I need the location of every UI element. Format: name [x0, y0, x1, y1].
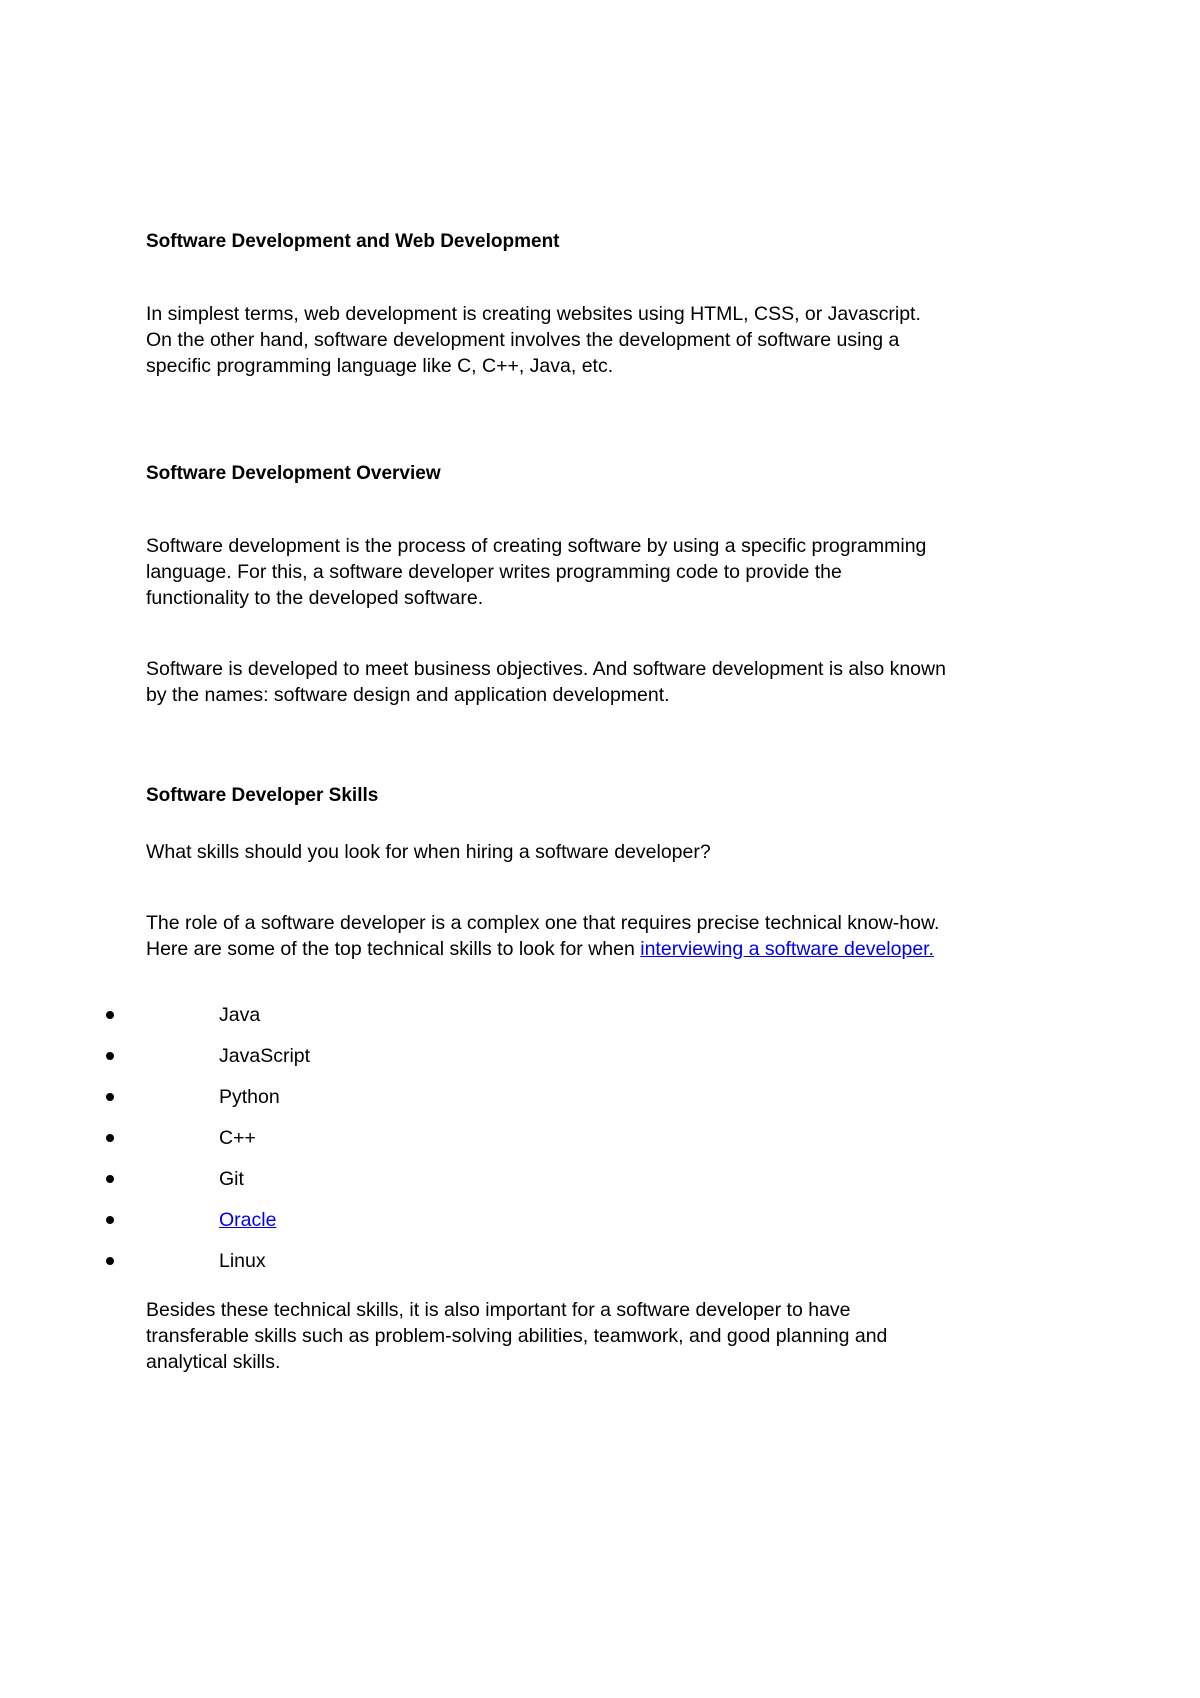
paragraph-line: by the names: software design and application development. [146, 684, 670, 706]
bullet-icon [106, 1216, 114, 1224]
paragraph-overview [146, 533, 1076, 611]
list-item [0, 1166, 1200, 1207]
bullet-icon [106, 1175, 114, 1183]
heading-overview: Software Development Overview [146, 463, 441, 484]
bullet-icon [106, 1093, 114, 1101]
skill-linux: Linux [219, 1250, 266, 1272]
heading-software-vs-web: Software Development and Web Development [146, 231, 560, 252]
skills-list [0, 1002, 1200, 1289]
bullet-icon [106, 1011, 114, 1019]
paragraph-line: analytical skills. [146, 1351, 281, 1373]
paragraph-line [146, 936, 1076, 962]
skill-python: Python [219, 1086, 280, 1108]
skill-cpp: C++ [219, 1127, 256, 1149]
list-item [0, 1043, 1200, 1084]
paragraph-objectives [146, 656, 1076, 708]
paragraph-line: Software is developed to meet business objectives. And software development is also known [146, 658, 946, 680]
oracle-link[interactable]: Oracle [219, 1209, 277, 1231]
paragraph-line: On the other hand, software development involves the development of software using a [146, 329, 900, 351]
skill-git: Git [219, 1168, 244, 1190]
paragraph-line: Besides these technical skills, it is also important for a software developer to have [146, 1299, 851, 1321]
paragraph-line: What skills should you look for when hiring a software developer? [146, 841, 711, 863]
paragraph-line: language. For this, a software developer writes programming code to provide the [146, 561, 842, 583]
list-item [0, 1002, 1200, 1043]
paragraph-line: transferable skills such as problem-solving abilities, teamwork, and good planning and [146, 1325, 888, 1347]
paragraph-line: Software development is the process of creating software by using a specific programming [146, 535, 927, 557]
paragraph-text: Here are some of the top technical skills to look for when [146, 938, 641, 960]
bullet-icon [106, 1052, 114, 1060]
skill-java: Java [219, 1004, 261, 1026]
paragraph-line: specific programming language like C, C++, Java, etc. [146, 355, 614, 377]
heading-skills: Software Developer Skills [146, 785, 379, 806]
list-item [0, 1084, 1200, 1125]
skills-question [146, 839, 1076, 865]
paragraph-line: In simplest terms, web development is creating websites using HTML, CSS, or Javascript. [146, 303, 921, 325]
paragraph-line: The role of a software developer is a complex one that requires precise technical know-how. [146, 912, 940, 934]
paragraph-line: functionality to the developed software. [146, 587, 484, 609]
skill-javascript: JavaScript [219, 1045, 311, 1067]
list-item [0, 1207, 1200, 1248]
paragraph-intro [146, 301, 1076, 379]
list-item [0, 1248, 1200, 1289]
list-item [0, 1125, 1200, 1166]
paragraph-closing [146, 1297, 1076, 1375]
interviewing-link[interactable]: interviewing a software developer. [640, 938, 934, 960]
paragraph-role [146, 910, 1076, 962]
bullet-icon [106, 1257, 114, 1265]
bullet-icon [106, 1134, 114, 1142]
